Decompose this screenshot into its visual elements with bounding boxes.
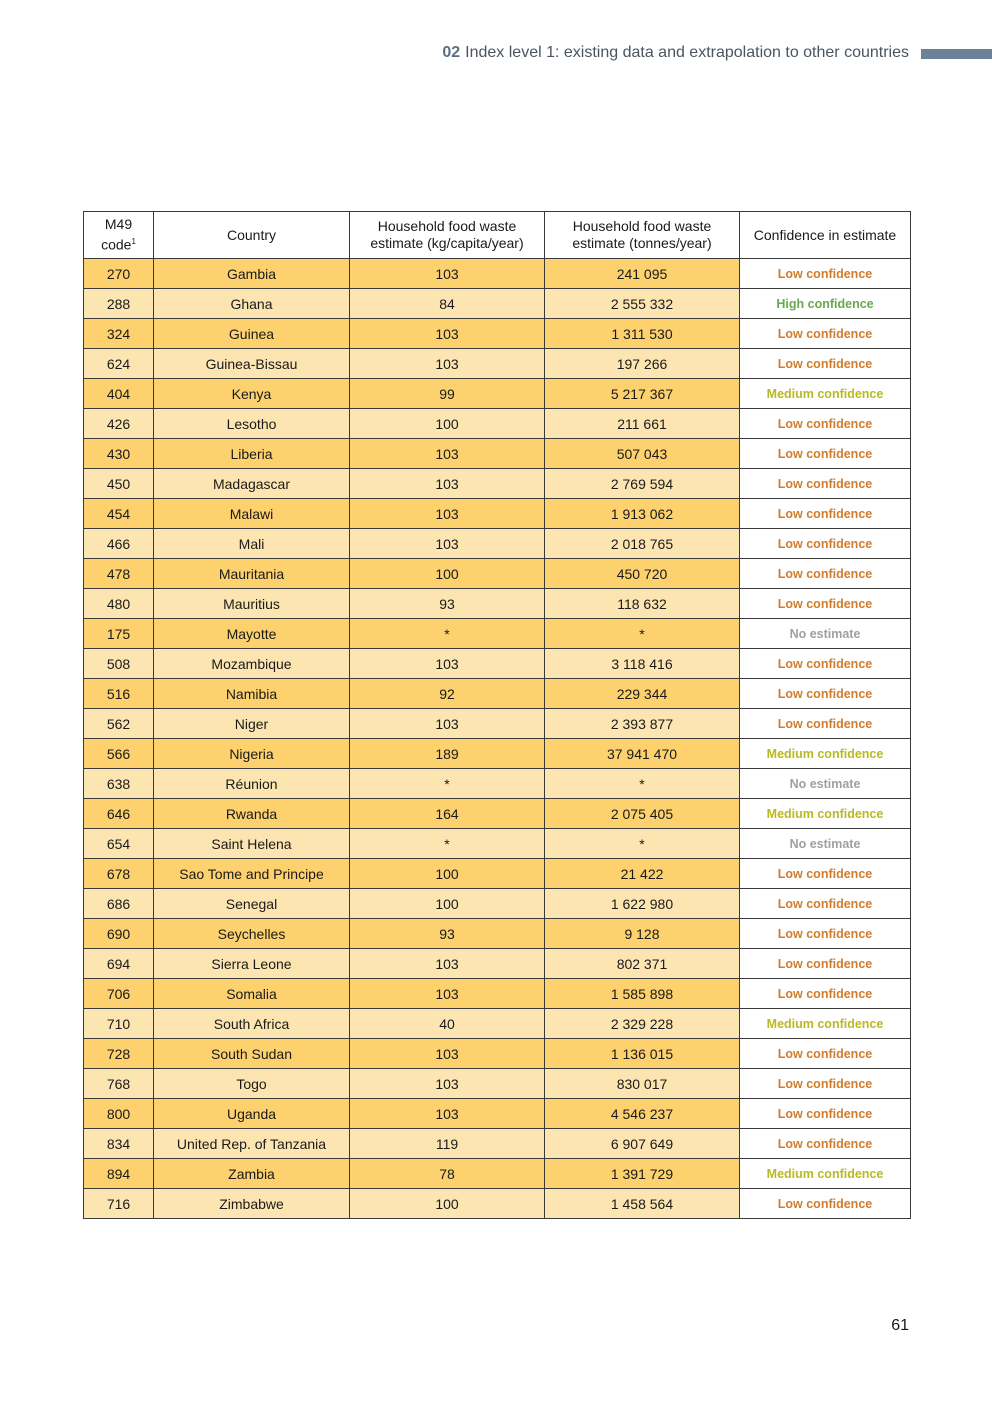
cell-confidence: Low confidence: [740, 529, 911, 559]
cell-kg-per-capita: 164: [350, 799, 545, 829]
cell-confidence: Low confidence: [740, 499, 911, 529]
cell-kg-per-capita: 103: [350, 529, 545, 559]
table-row: [84, 889, 911, 919]
table-row: [84, 1189, 911, 1219]
cell-kg-per-capita: 119: [350, 1129, 545, 1159]
cell-kg-per-capita: 103: [350, 1099, 545, 1129]
cell-kg-per-capita: 189: [350, 739, 545, 769]
cell-tonnes: 6 907 649: [545, 1129, 740, 1159]
cell-tonnes: 802 371: [545, 949, 740, 979]
cell-country: Mayotte: [154, 619, 350, 649]
cell-country: United Rep. of Tanzania: [154, 1129, 350, 1159]
table-row: [84, 979, 911, 1009]
cell-code: 288: [84, 289, 154, 319]
cell-code: 768: [84, 1069, 154, 1099]
cell-tonnes: 9 128: [545, 919, 740, 949]
cell-tonnes: 241 095: [545, 259, 740, 289]
table-row: [84, 589, 911, 619]
cell-country: Saint Helena: [154, 829, 350, 859]
cell-code: 686: [84, 889, 154, 919]
cell-tonnes: 2 393 877: [545, 709, 740, 739]
cell-confidence: Low confidence: [740, 889, 911, 919]
cell-code: 894: [84, 1159, 154, 1189]
cell-kg-per-capita: 100: [350, 559, 545, 589]
cell-kg-per-capita: 103: [350, 349, 545, 379]
table-row: [84, 1039, 911, 1069]
cell-code: 624: [84, 349, 154, 379]
table-row: [84, 739, 911, 769]
cell-code: 694: [84, 949, 154, 979]
table-body: [84, 259, 911, 1219]
cell-country: Sierra Leone: [154, 949, 350, 979]
cell-confidence: Low confidence: [740, 1099, 911, 1129]
cell-country: Ghana: [154, 289, 350, 319]
table-row: [84, 1069, 911, 1099]
table-row: [84, 919, 911, 949]
table-row: [84, 949, 911, 979]
cell-tonnes: 1 622 980: [545, 889, 740, 919]
cell-kg-per-capita: 40: [350, 1009, 545, 1039]
cell-code: 834: [84, 1129, 154, 1159]
cell-kg-per-capita: 84: [350, 289, 545, 319]
cell-confidence: No estimate: [740, 769, 911, 799]
cell-country: Seychelles: [154, 919, 350, 949]
cell-tonnes: 2 769 594: [545, 469, 740, 499]
cell-tonnes: 2 555 332: [545, 289, 740, 319]
cell-country: South Sudan: [154, 1039, 350, 1069]
cell-country: Mozambique: [154, 649, 350, 679]
cell-confidence: Low confidence: [740, 709, 911, 739]
cell-kg-per-capita: 103: [350, 949, 545, 979]
cell-code: 454: [84, 499, 154, 529]
cell-code: 690: [84, 919, 154, 949]
cell-tonnes: 2 329 228: [545, 1009, 740, 1039]
cell-tonnes: 1 585 898: [545, 979, 740, 1009]
table-row: [84, 769, 911, 799]
cell-kg-per-capita: 92: [350, 679, 545, 709]
food-waste-table: [83, 211, 911, 1219]
cell-tonnes: 4 546 237: [545, 1099, 740, 1129]
cell-confidence: No estimate: [740, 829, 911, 859]
cell-kg-per-capita: 103: [350, 1039, 545, 1069]
cell-kg-per-capita: 103: [350, 979, 545, 1009]
cell-kg-per-capita: 103: [350, 709, 545, 739]
cell-confidence: Low confidence: [740, 439, 911, 469]
table-row: [84, 559, 911, 589]
column-header-country: Country: [154, 212, 350, 259]
cell-country: Sao Tome and Principe: [154, 859, 350, 889]
cell-country: Uganda: [154, 1099, 350, 1129]
cell-tonnes: 21 422: [545, 859, 740, 889]
cell-tonnes: 507 043: [545, 439, 740, 469]
cell-kg-per-capita: *: [350, 619, 545, 649]
table-row: [84, 679, 911, 709]
cell-kg-per-capita: 103: [350, 439, 545, 469]
cell-country: Gambia: [154, 259, 350, 289]
table-row: [84, 259, 911, 289]
table-row: [84, 439, 911, 469]
table-row: [84, 1099, 911, 1129]
cell-code: 430: [84, 439, 154, 469]
chapter-number: 02: [442, 44, 461, 61]
cell-confidence: Medium confidence: [740, 1159, 911, 1189]
cell-kg-per-capita: 100: [350, 1189, 545, 1219]
cell-confidence: Low confidence: [740, 349, 911, 379]
cell-tonnes: 5 217 367: [545, 379, 740, 409]
cell-country: Zambia: [154, 1159, 350, 1189]
cell-tonnes: 830 017: [545, 1069, 740, 1099]
cell-confidence: Low confidence: [740, 319, 911, 349]
cell-tonnes: *: [545, 829, 740, 859]
table-row: [84, 1129, 911, 1159]
cell-country: Liberia: [154, 439, 350, 469]
cell-confidence: Low confidence: [740, 949, 911, 979]
cell-code: 800: [84, 1099, 154, 1129]
cell-code: 270: [84, 259, 154, 289]
cell-tonnes: 1 913 062: [545, 499, 740, 529]
cell-confidence: Low confidence: [740, 1039, 911, 1069]
cell-confidence: Low confidence: [740, 259, 911, 289]
cell-tonnes: *: [545, 769, 740, 799]
cell-confidence: Low confidence: [740, 919, 911, 949]
table-row: [84, 469, 911, 499]
cell-country: Malawi: [154, 499, 350, 529]
cell-confidence: Low confidence: [740, 559, 911, 589]
cell-code: 562: [84, 709, 154, 739]
cell-country: Madagascar: [154, 469, 350, 499]
column-header-confidence: Confidence in estimate: [740, 212, 911, 259]
cell-code: 478: [84, 559, 154, 589]
cell-confidence: Low confidence: [740, 649, 911, 679]
cell-code: 175: [84, 619, 154, 649]
cell-code: 516: [84, 679, 154, 709]
cell-code: 480: [84, 589, 154, 619]
cell-confidence: Low confidence: [740, 469, 911, 499]
cell-code: 654: [84, 829, 154, 859]
table-row: [84, 709, 911, 739]
cell-code: 324: [84, 319, 154, 349]
cell-tonnes: 37 941 470: [545, 739, 740, 769]
cell-tonnes: 1 311 530: [545, 319, 740, 349]
cell-confidence: Medium confidence: [740, 1009, 911, 1039]
cell-country: Niger: [154, 709, 350, 739]
column-header-kg: Household food waste estimate (kg/capita/year): [350, 212, 545, 259]
cell-country: Zimbabwe: [154, 1189, 350, 1219]
cell-confidence: Low confidence: [740, 979, 911, 1009]
cell-country: Somalia: [154, 979, 350, 1009]
cell-tonnes: 1 391 729: [545, 1159, 740, 1189]
cell-kg-per-capita: 103: [350, 499, 545, 529]
cell-tonnes: *: [545, 619, 740, 649]
table-row: [84, 649, 911, 679]
cell-kg-per-capita: 100: [350, 409, 545, 439]
table-row: [84, 829, 911, 859]
cell-kg-per-capita: 103: [350, 259, 545, 289]
cell-confidence: Low confidence: [740, 679, 911, 709]
cell-kg-per-capita: 103: [350, 649, 545, 679]
cell-tonnes: 1 458 564: [545, 1189, 740, 1219]
running-header: [442, 44, 909, 62]
cell-confidence: Low confidence: [740, 1069, 911, 1099]
table-row: [84, 859, 911, 889]
cell-tonnes: 118 632: [545, 589, 740, 619]
cell-kg-per-capita: 100: [350, 859, 545, 889]
cell-kg-per-capita: 99: [350, 379, 545, 409]
cell-kg-per-capita: 93: [350, 919, 545, 949]
cell-code: 404: [84, 379, 154, 409]
cell-code: 678: [84, 859, 154, 889]
cell-tonnes: 3 118 416: [545, 649, 740, 679]
cell-kg-per-capita: 103: [350, 469, 545, 499]
cell-kg-per-capita: 103: [350, 1069, 545, 1099]
cell-country: Mauritius: [154, 589, 350, 619]
cell-country: Lesotho: [154, 409, 350, 439]
cell-tonnes: 450 720: [545, 559, 740, 589]
cell-code: 566: [84, 739, 154, 769]
cell-country: Nigeria: [154, 739, 350, 769]
cell-confidence: Low confidence: [740, 589, 911, 619]
cell-code: 638: [84, 769, 154, 799]
cell-country: Togo: [154, 1069, 350, 1099]
cell-code: 466: [84, 529, 154, 559]
cell-code: 426: [84, 409, 154, 439]
cell-code: 716: [84, 1189, 154, 1219]
table-row: [84, 289, 911, 319]
cell-confidence: Medium confidence: [740, 379, 911, 409]
cell-code: 728: [84, 1039, 154, 1069]
cell-country: Mali: [154, 529, 350, 559]
cell-code: 710: [84, 1009, 154, 1039]
cell-tonnes: 2 075 405: [545, 799, 740, 829]
table-row: [84, 799, 911, 829]
footnote-marker: 1: [131, 237, 136, 247]
cell-kg-per-capita: 100: [350, 889, 545, 919]
cell-kg-per-capita: 78: [350, 1159, 545, 1189]
cell-kg-per-capita: *: [350, 829, 545, 859]
cell-code: 450: [84, 469, 154, 499]
cell-confidence: No estimate: [740, 619, 911, 649]
cell-tonnes: 211 661: [545, 409, 740, 439]
table-row: [84, 1159, 911, 1189]
cell-confidence: Medium confidence: [740, 799, 911, 829]
column-header-tonnes: Household food waste estimate (tonnes/year): [545, 212, 740, 259]
table-header-row: [84, 212, 911, 259]
table-row: [84, 1009, 911, 1039]
table-row: [84, 529, 911, 559]
cell-country: Kenya: [154, 379, 350, 409]
cell-country: Rwanda: [154, 799, 350, 829]
column-header-code: M49 code$^1$: [84, 212, 154, 259]
cell-country: Mauritania: [154, 559, 350, 589]
cell-country: South Africa: [154, 1009, 350, 1039]
cell-kg-per-capita: 93: [350, 589, 545, 619]
cell-confidence: Low confidence: [740, 1189, 911, 1219]
cell-country: Senegal: [154, 889, 350, 919]
table-row: [84, 499, 911, 529]
cell-kg-per-capita: *: [350, 769, 545, 799]
cell-confidence: Low confidence: [740, 859, 911, 889]
cell-confidence: Low confidence: [740, 1129, 911, 1159]
table-row: [84, 379, 911, 409]
cell-code: 706: [84, 979, 154, 1009]
cell-country: Guinea: [154, 319, 350, 349]
cell-tonnes: 1 136 015: [545, 1039, 740, 1069]
cell-confidence: Low confidence: [740, 409, 911, 439]
cell-confidence: High confidence: [740, 289, 911, 319]
cell-tonnes: 2 018 765: [545, 529, 740, 559]
cell-code: 646: [84, 799, 154, 829]
cell-country: Guinea-Bissau: [154, 349, 350, 379]
chapter-title: Index level 1: existing data and extrapolation to other countries: [465, 44, 909, 61]
cell-tonnes: 229 344: [545, 679, 740, 709]
cell-code: 508: [84, 649, 154, 679]
cell-kg-per-capita: 103: [350, 319, 545, 349]
page-number: 61: [891, 1317, 909, 1334]
table-row: [84, 619, 911, 649]
table-row: [84, 319, 911, 349]
cell-country: Réunion: [154, 769, 350, 799]
table-row: [84, 409, 911, 439]
cell-country: Namibia: [154, 679, 350, 709]
cell-confidence: Medium confidence: [740, 739, 911, 769]
header-accent-bar: [921, 49, 992, 59]
cell-tonnes: 197 266: [545, 349, 740, 379]
table-row: [84, 349, 911, 379]
